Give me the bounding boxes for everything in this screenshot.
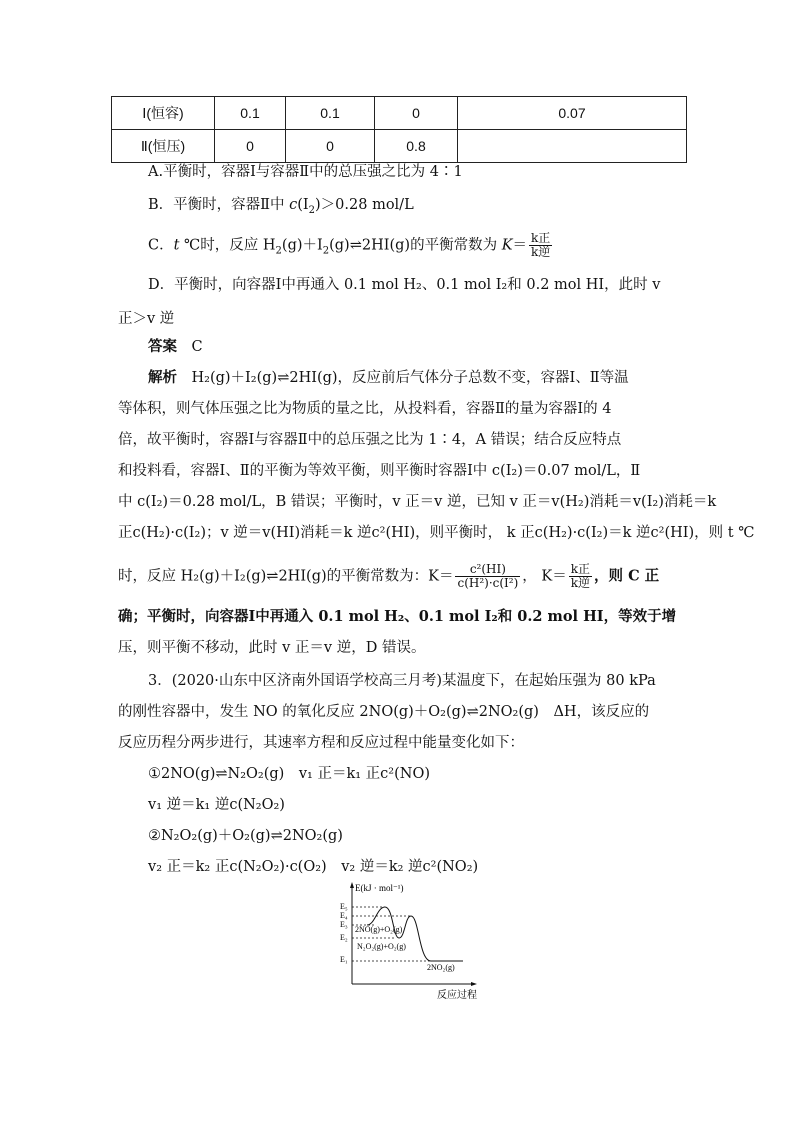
table-cell: 0 [215, 130, 286, 163]
analysis-line: 中 c(I₂)＝0.28 mol/L，B 错误；平衡时，v 正＝v 逆，已知 v 正＝v(H₂)消耗＝v(I₂)消耗＝k [118, 494, 717, 510]
option-b [148, 195, 414, 221]
text: (g) [329, 237, 350, 254]
x-axis-label: 反应过程 [437, 990, 477, 1001]
x-axis-arrow-icon [471, 982, 477, 986]
level-label: E₃ [340, 920, 348, 929]
table-cell [458, 130, 687, 163]
analysis-line: 确；平衡时，向容器Ⅰ中再通入 0.1 mol H₂、0.1 mol I₂和 0.2 mol HI，等效于增 [118, 608, 677, 625]
row-label: Ⅱ(恒压) [112, 130, 215, 163]
y-axis-label: E(kJ · mol⁻¹) [355, 883, 404, 893]
text: ，则 C 正 [594, 567, 660, 585]
table-cell: 0.8 [375, 130, 458, 163]
analysis-line [118, 563, 659, 590]
text: ， K＝ [522, 568, 567, 585]
answer-value: C [191, 339, 203, 355]
option-c [148, 232, 554, 261]
text: (I [297, 197, 309, 213]
analysis-line: 倍，故平衡时，容器Ⅰ与容器Ⅱ中的总压强之比为 1∶4，A 错误；结合反应特点 [118, 432, 622, 448]
analysis-line: 正c(H₂)·c(I₂)；v 逆＝v(HI)消耗＝k 逆c²(HI)，则平衡时， k 正c(H₂)·c(I₂)＝k 逆c²(HI)，则 t ℃ [118, 525, 755, 541]
step-line: ②N₂O₂(g)＋O₂(g)⇌2NO₂(g) [148, 828, 343, 844]
fraction [569, 563, 592, 590]
step-line: ①2NO(g)⇌N₂O₂(g) v₁ 正＝k₁ 正c²(NO) [148, 766, 430, 782]
fraction-den: c(H²)·c(I²) [457, 576, 519, 590]
table-row [112, 130, 687, 163]
text: B．平衡时，容器Ⅱ中 [148, 197, 290, 213]
text: c [289, 197, 298, 213]
text: C． [148, 237, 174, 254]
energy-diagram [335, 880, 495, 1002]
species-label: N₂O₂(g)+O₂(g) [357, 942, 406, 951]
text: 2 [275, 245, 282, 257]
text: H₂(g)＋I₂(g)⇌2HI(g)，反应前后气体分子总数不变，容器Ⅰ、Ⅱ等温 [191, 370, 629, 386]
text: )＞0.28 mol/L [315, 197, 414, 213]
answer-label: 答案 [148, 338, 177, 355]
answer [148, 337, 203, 357]
question-line: 反应历程分两步进行，其速率方程和反应过程中能量变化如下： [118, 735, 524, 751]
level-label: E₅ [340, 902, 348, 911]
species-label: 2NO₂(g) [427, 963, 455, 972]
fraction-num: k正 [531, 231, 551, 245]
table-cell: 0 [286, 130, 375, 163]
analysis-line [148, 368, 629, 388]
level-label: E₁ [340, 955, 348, 964]
fraction-den: k逆 [531, 245, 551, 259]
text: 2 [308, 204, 316, 216]
text: t [173, 237, 180, 254]
text: ℃时，反应 H [179, 237, 276, 254]
equilibrium-arrow-icon: ⇌ [349, 237, 362, 254]
fraction [455, 563, 520, 590]
y-axis-arrow-icon [350, 882, 354, 888]
table-cell: 0 [375, 97, 458, 130]
text: (g)＋I [281, 237, 323, 254]
option-a: A.平衡时，容器Ⅰ与容器Ⅱ中的总压强之比为 4∶1 [148, 164, 463, 180]
fraction-num: c²(HI) [455, 563, 520, 577]
data-table [111, 96, 687, 163]
option-d-line2: 正＞v 逆 [118, 311, 175, 327]
analysis-line: 和投料看，容器Ⅰ、Ⅱ的平衡为等效平衡，则平衡时容器Ⅰ中 c(I₂)＝0.07 mol/L，Ⅱ [118, 463, 641, 479]
text: K [501, 237, 513, 254]
level-label: E₂ [340, 933, 348, 942]
level-label: E₄ [340, 911, 348, 920]
species-label: 2NO(g)+O₂(g) [355, 925, 403, 934]
option-d-line1: D．平衡时，向容器Ⅰ中再通入 0.1 mol H₂、0.1 mol I₂和 0.2 mol HI，此时 v [148, 277, 661, 293]
fraction-num: k正 [570, 562, 591, 576]
analysis-line: 等体积，则气体压强之比为物质的量之比，从投料看，容器Ⅱ的量为容器Ⅰ的 4 [118, 401, 612, 417]
table-row [112, 97, 687, 130]
fraction [529, 232, 552, 259]
text: ＝ [512, 237, 528, 254]
table-cell: 0.1 [286, 97, 375, 130]
question-line: 的刚性容器中，发生 NO 的氧化反应 2NO(g)＋O₂(g)⇌2NO₂(g) ΔH，该反应的 [118, 704, 650, 720]
text: 时，反应 H₂(g)＋I₂(g)⇌2HI(g)的平衡常数为：K＝ [118, 568, 454, 585]
analysis-line: 压，则平衡不移动，此时 v 正＝v 逆，D 错误。 [118, 640, 426, 656]
step-line: v₁ 逆＝k₁ 逆c(N₂O₂) [148, 797, 285, 813]
step-line: v₂ 正＝k₂ 正c(N₂O₂)·c(O₂) v₂ 逆＝k₂ 逆c²(NO₂) [148, 859, 479, 875]
text: 2 [322, 245, 330, 257]
analysis-label: 解析 [148, 369, 177, 386]
fraction-den: k逆 [570, 576, 591, 590]
table-cell: 0.1 [215, 97, 286, 130]
table-cell: 0.07 [458, 97, 687, 130]
text: 2HI(g)的平衡常数为 [361, 237, 502, 254]
row-label: Ⅰ(恒容) [112, 97, 215, 130]
question-line: 3．(2020·山东中区济南外国语学校高三月考)某温度下，在起始压强为 80 kPa [148, 673, 656, 689]
energy-curve [367, 907, 463, 961]
